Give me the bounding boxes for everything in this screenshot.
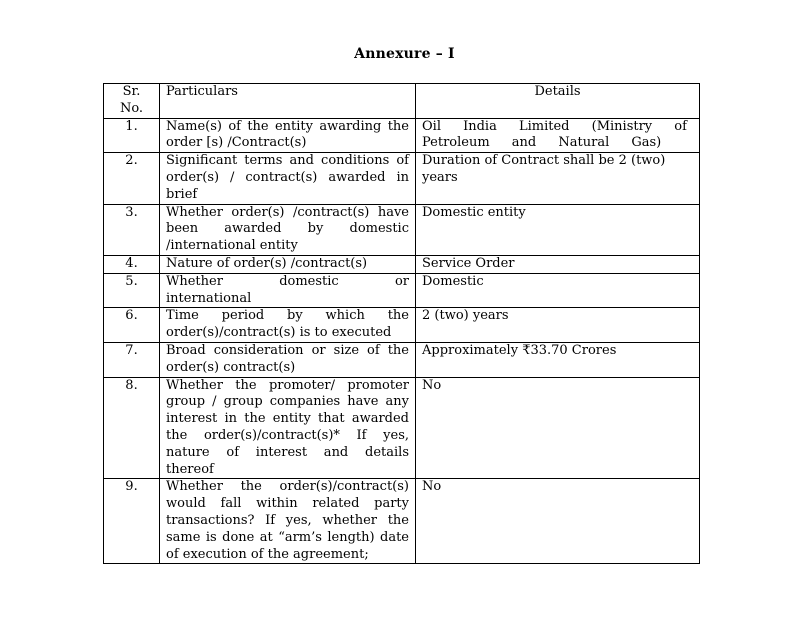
table-row: [104, 255, 700, 273]
row-sr-no: 7.: [104, 342, 160, 377]
row-sr-no: 1.: [104, 118, 160, 153]
row-details: Approximately ₹33.70 Crores: [416, 342, 700, 377]
header-sr-line2: No.: [119, 100, 144, 116]
row-particulars: Whether the promoter/ promoter group / group companies have any interest in the entity that awarded the order(s)/contract(s)* If yes, nature of interest and details thereof: [160, 377, 416, 479]
table-row: [104, 153, 700, 204]
page-title: Annexure – I: [354, 46, 455, 62]
header-details: Details: [416, 84, 700, 119]
row-sr-no: 2.: [104, 153, 160, 204]
row-particulars: Whether domestic or international: [160, 273, 416, 308]
table-row: [104, 479, 700, 564]
row-sr-no: 3.: [104, 204, 160, 255]
row-details: Duration of Contract shall be 2 (two) years: [416, 153, 700, 204]
table-row: [104, 342, 700, 377]
row-details: 2 (two) years: [416, 308, 700, 343]
row-sr-no: 4.: [104, 255, 160, 273]
annexure-table: [103, 83, 700, 564]
row-sr-no: 6.: [104, 308, 160, 343]
row-details-text: Oil India Limited (Ministry of Petroleum and Natural Gas): [422, 118, 687, 151]
table-row: [104, 118, 700, 153]
row-particulars: Significant terms and conditions of order(s) / contract(s) awarded in brief: [160, 153, 416, 204]
header-sr-no: [104, 84, 160, 119]
table-row: [104, 377, 700, 479]
row-details: [416, 118, 700, 153]
row-details: No: [416, 377, 700, 479]
table-header-row: [104, 84, 700, 119]
row-particulars: Broad consideration or size of the order(s) contract(s): [160, 342, 416, 377]
row-details: Domestic: [416, 273, 700, 308]
row-particulars: Whether order(s) /contract(s) have been awarded by domestic /international entity: [160, 204, 416, 255]
table-row: [104, 273, 700, 308]
table-row: [104, 308, 700, 343]
row-particulars: Name(s) of the entity awarding the order [s) /Contract(s): [160, 118, 416, 153]
row-particulars: Nature of order(s) /contract(s): [160, 255, 416, 273]
row-details: Domestic entity: [416, 204, 700, 255]
row-sr-no: 5.: [104, 273, 160, 308]
header-sr-line1: Sr.: [122, 84, 141, 99]
table-row: [104, 204, 700, 255]
row-particulars: Time period by which the order(s)/contract(s) is to executed: [160, 308, 416, 343]
row-details: No: [416, 479, 700, 564]
row-particulars: Whether the order(s)/contract(s) would fall within related party transactions? If yes, whether the same is done at “arm’s length) date of execution of the agreement;: [160, 479, 416, 564]
row-sr-no: 9.: [104, 479, 160, 564]
row-sr-no: 8.: [104, 377, 160, 479]
header-particulars: Particulars: [160, 84, 416, 119]
row-details: Service Order: [416, 255, 700, 273]
